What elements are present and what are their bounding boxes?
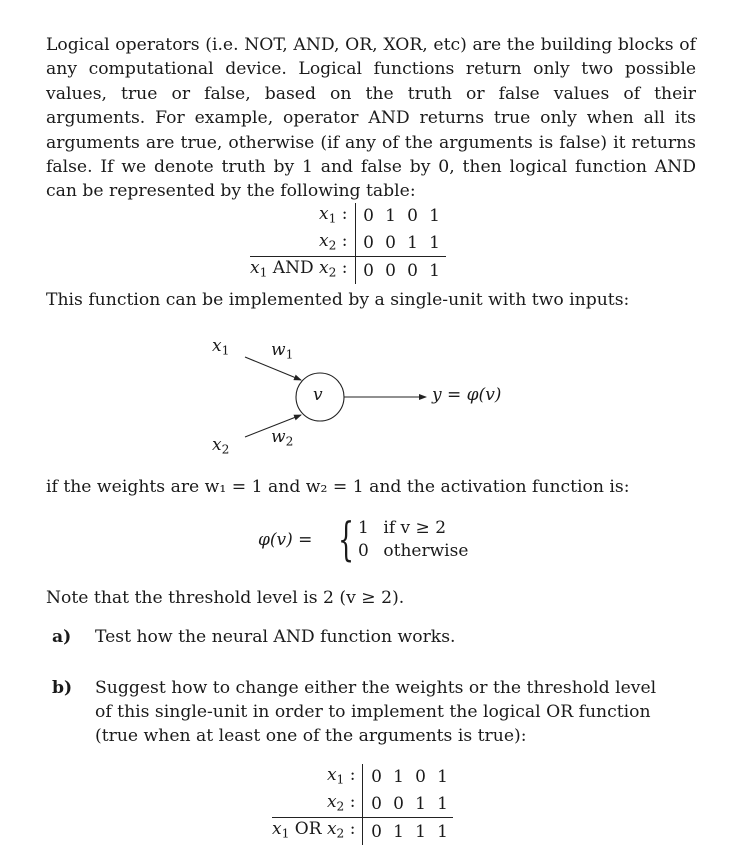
or-table-result-row xyxy=(272,818,453,845)
input-label-x1: $x_1$ xyxy=(212,336,230,358)
table-cell: 1 xyxy=(407,233,418,253)
or-table-label-result: $x_1$ OR $x_2$ : xyxy=(272,818,363,845)
table-cell: 0 xyxy=(407,206,418,227)
table-cell: 0 xyxy=(415,767,426,788)
table-cell: 0 xyxy=(355,203,380,230)
table-cell: 0 xyxy=(393,794,404,814)
activation-case-1: 1 if v ≥ 2 xyxy=(358,518,447,538)
task-b-label: b) xyxy=(52,678,73,698)
input-label-x2: $x_2$ xyxy=(212,435,230,457)
table-cell: 1 xyxy=(424,257,446,284)
table-cell: 0 xyxy=(402,257,424,284)
table-cell: 1 xyxy=(387,818,409,845)
node-label: v xyxy=(313,385,323,405)
activation-function xyxy=(258,512,518,566)
table-cell: 0 xyxy=(385,233,396,253)
table-cell: 1 xyxy=(393,767,404,788)
or-table-label-x2: $x_2$ : xyxy=(326,791,356,814)
and-truth-table xyxy=(250,203,446,284)
table-cell: 1 xyxy=(409,818,431,845)
or-truth-table xyxy=(272,764,453,845)
intro-paragraph: Logical operators (i.e. NOT, AND, OR, XOR, etc) are the building blocks of any computational device. Logical functions return only two possible values, true or false, based on the truth or false values of their arguments. For example, operator AND returns true only when all its arguments are true, otherwise (if any of the arguments is false) it returns false. If we denote truth by 1 and false by 0, then logical function AND can be represented by the following table: xyxy=(46,35,696,202)
single-unit-sentence: This function can be implemented by a single-unit with two inputs: xyxy=(46,290,630,310)
table-cell: 1 xyxy=(385,206,396,227)
table-cell: 1 xyxy=(431,818,453,845)
table-cell: 0 xyxy=(355,257,380,284)
task-a-text: Test how the neural AND function works. xyxy=(95,627,456,647)
weight-label-w2: $w_2$ xyxy=(271,427,294,449)
weight-label-w1: $w_1$ xyxy=(271,340,294,362)
task-a xyxy=(52,625,662,649)
table-cell: 0 xyxy=(363,791,388,818)
table-cell: 0 xyxy=(363,764,388,791)
or-table-row-x2 xyxy=(272,791,453,818)
task-a-label: a) xyxy=(52,627,72,647)
task-b xyxy=(52,676,662,748)
and-table-label-x1: $x_1$ : xyxy=(319,204,348,226)
neuron-diagram xyxy=(0,330,744,460)
and-table-result-row xyxy=(250,257,446,284)
and-table-label-result: $x_1$ AND $x_2$ : xyxy=(250,257,355,284)
or-table-label-x1: $x_1$ : xyxy=(326,765,356,787)
activation-lhs: φ(v) = xyxy=(258,530,313,550)
and-table-label-x2: $x_2$ : xyxy=(319,230,348,253)
table-cell: 1 xyxy=(429,206,440,227)
table-cell: 1 xyxy=(437,794,448,814)
activation-case-2: 0 otherwise xyxy=(358,541,469,561)
output-label: y = φ(v) xyxy=(432,385,502,405)
and-table-row-x2 xyxy=(250,230,446,257)
neuron-diagram-svg xyxy=(0,330,744,460)
table-cell: 1 xyxy=(437,767,448,788)
table-cell: 0 xyxy=(363,818,388,845)
table-cell: 1 xyxy=(429,233,440,253)
table-cell: 0 xyxy=(355,230,380,257)
table-cell: 0 xyxy=(380,257,402,284)
threshold-note: Note that the threshold level is 2 (v ≥ 2). xyxy=(46,588,405,608)
and-table-row-x1 xyxy=(250,203,446,230)
or-table-row-x1 xyxy=(272,764,453,791)
left-brace: { xyxy=(338,512,355,566)
task-b-text: Suggest how to change either the weights or the threshold level of this single-unit in order to implement the logical OR function (true when at least one of the arguments is true): xyxy=(95,678,657,746)
table-cell: 1 xyxy=(415,794,426,814)
weights-sentence: if the weights are w₁ = 1 and w₂ = 1 and the activation function is: xyxy=(46,477,630,497)
